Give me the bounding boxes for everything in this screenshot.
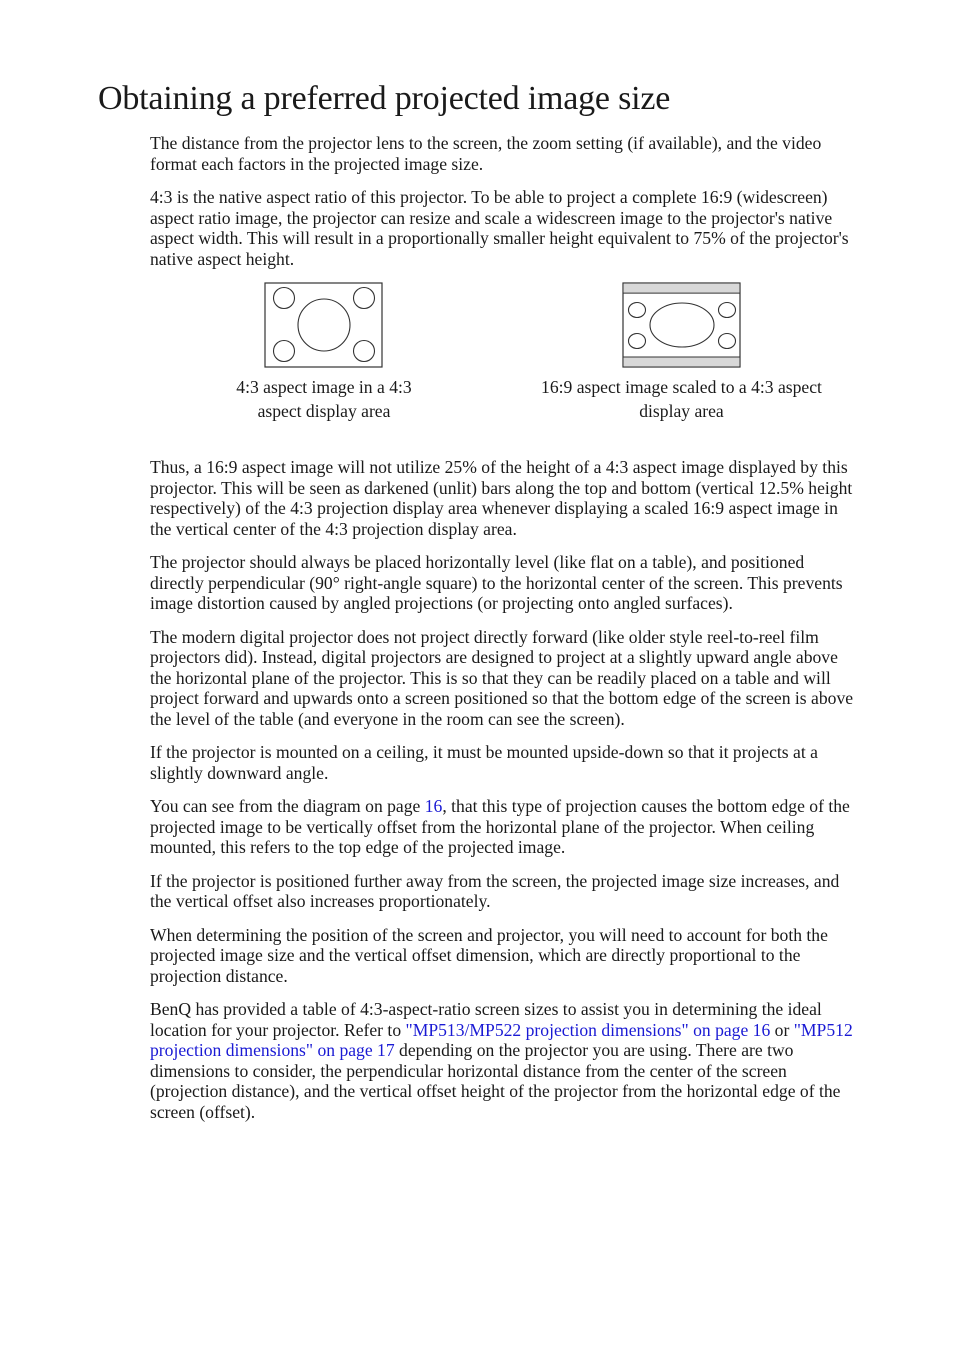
text-segment: depending on the projector you are using. There are two dimensions to consider, the perpendicular horizontal distance from the center of the screen (projection distance), and the vertical offset height of the projector from the horizontal edge of the screen (offset).	[150, 1040, 841, 1122]
page-16-link[interactable]: 16	[424, 796, 443, 816]
text-segment: or	[770, 1019, 794, 1040]
paragraph-upward-projection: The modern digital projector does not project directly forward (like older style reel-to-reel film projectors did). Instead, digital projectors are designed to project at a slightly upward angle above the horizontal plane of the projector. This is so that they can be readily placed on a table and will project forward and upwards onto a screen positioned so that the bottom edge of the screen is above the level of the table (and everyone in the room can see the screen).	[150, 626, 854, 729]
figure-4-3-caption-line2: aspect display area	[257, 401, 391, 421]
figure-16-9-caption	[520, 375, 843, 423]
page-title: Obtaining a preferred projected image size	[98, 80, 671, 117]
paragraph-table-reference	[150, 999, 860, 1122]
aspect-figures	[150, 282, 860, 444]
text-segment: BenQ has provided a table of 4:3-aspect-ratio screen sizes to assist you in determining the ideal location for your projector. Refer to	[150, 999, 822, 1040]
figure-16-9-caption-line2: display area	[639, 401, 724, 421]
paragraph-vertical-offset	[150, 796, 860, 858]
bottom-unlit-bar	[623, 357, 739, 366]
paragraph-placement: The projector should always be placed horizontally level (like flat on a table), and positioned directly perpendicular (90° right-angle square) to the horizontal center of the screen. This prevents image distortion caused by angled projections (or projecting onto angled surfaces).	[150, 552, 843, 613]
figure-4-3	[214, 282, 434, 423]
figure-4-3-caption	[214, 375, 434, 423]
paragraph-determining-position: When determining the position of the screen and projector, you will need to account for both the projected image size and the vertical offset dimension, which are directly proportional to the projection distance.	[150, 924, 828, 986]
paragraph-ceiling-mount: If the projector is mounted on a ceiling, it must be mounted upside-down so that it projects at a slightly downward angle.	[150, 742, 818, 783]
main-content	[150, 133, 860, 1135]
figure-16-9-caption-line1: 16:9 aspect image scaled to a 4:3 aspect	[541, 377, 822, 397]
paragraph-distance: If the projector is positioned further away from the screen, the projected image size increases, and the vertical offset also increases proportionately.	[150, 870, 840, 911]
mp512-dimensions-link[interactable]: "MP512 projection dimensions" on page 17	[150, 1019, 853, 1060]
diagram-16-9-image	[622, 282, 742, 370]
figure-4-3-caption-line1: 4:3 aspect image in a 4:3	[236, 377, 412, 397]
text-segment: , that this type of projection causes the bottom edge of the projected image to be vertically offset from the horizontal plane of the projector. When ceiling mounted, this refers to the top edge of the projected image.	[150, 796, 850, 857]
text-segment: You can see from the diagram on page	[150, 796, 425, 816]
figure-16-9	[520, 282, 843, 423]
paragraph-aspect-ratio: 4:3 is the native aspect ratio of this projector. To be able to project a complete 16:9 (widescreen) aspect ratio image, the projector can resize and scale a widescreen image to the projector's native aspect width. This will result in a proportionally smaller height equivalent to 75% of the projector's native aspect height.	[150, 187, 849, 269]
top-unlit-bar	[623, 284, 739, 294]
diagram-4-3-image	[264, 282, 384, 370]
paragraph-intro: The distance from the projector lens to the screen, the zoom setting (if available), and the video format each factors in the projected image size.	[150, 133, 822, 174]
mp513-mp522-dimensions-link[interactable]: "MP513/MP522 projection dimensions" on page 16	[405, 1019, 771, 1040]
paragraph-unlit-bars: Thus, a 16:9 aspect image will not utilize 25% of the height of a 4:3 aspect image displayed by this projector. This will be seen as darkened (unlit) bars along the top and bottom (vertical 12.5% height respectively) of the 4:3 projection display area whenever displaying a scaled 16:9 aspect image in the vertical center of the 4:3 projection display area.	[150, 457, 853, 539]
